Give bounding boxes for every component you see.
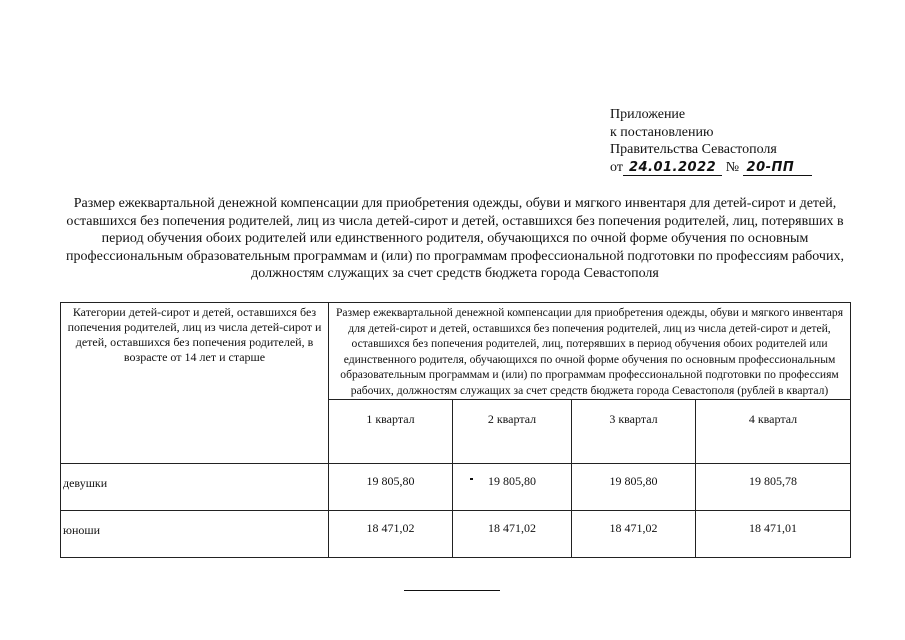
header-quarter-4: 4 квартал (696, 400, 851, 464)
cell-value: 19 805,80 (572, 464, 696, 511)
annex-header (610, 106, 812, 176)
header-size: Размер ежеквартальной денежной компенсации для приобретения одежды, обуви и мягкого инвентаря для детей-сирот и детей, оставшихся без попечения родителей, лиц из числа детей-сирот и детей, оставшихся без попечения родителей, лиц, потерявших в период обучения обоих родителей или единственного родителя, обучающихся по очной форме обучения по основным профессиональным образовательным программам и (или) по программам профессиональной подготовки по профессиям рабочих, должностям служащих за счет средств бюджета города Севастополя (рублей в квартал) (329, 303, 851, 400)
table-header-row (61, 303, 851, 400)
compensation-table (60, 302, 851, 558)
document-title: Размер ежеквартальной денежной компенсации для приобретения одежды, обуви и мягкого инвентаря для детей-сирот и детей, оставшихся без попечения родителей, лиц из числа детей-сирот и детей, оставшихся без попечения родителей, лиц, потерявших в период обучения обоих родителей или единственного родителя, обучающихся по очной форме обучения по основным профессиональным образовательным программам и (или) по программам профессиональной подготовки по профессиям рабочих, должностям служащих за счет средств бюджета города Севастополя (66, 196, 844, 282)
date-value: 24.01.2022 (623, 161, 722, 176)
cell-value: 18 471,02 (453, 511, 572, 558)
header-quarter-3: 3 квартал (572, 400, 696, 464)
date-prefix: от (610, 159, 623, 175)
annex-line-1: Приложение (610, 107, 686, 122)
header-quarter-2: 2 квартал (453, 400, 572, 464)
header-category: Категории детей-сирот и детей, оставшихся без попечения родителей, лиц из числа детей-сирот и детей, оставшихся без попечения родителей, в возрасте от 14 лет и старше (61, 303, 329, 464)
closing-rule (404, 590, 500, 591)
cell-value: 18 471,01 (696, 511, 851, 558)
annex-date-line (610, 159, 812, 177)
table-row (61, 511, 851, 558)
scan-mark (470, 478, 473, 480)
cell-value: 19 805,80 (453, 464, 572, 511)
cell-value: 19 805,80 (329, 464, 453, 511)
annex-line-3: Правительства Севастополя (610, 142, 777, 157)
row-category-girls: девушки (61, 464, 329, 511)
cell-value: 18 471,02 (329, 511, 453, 558)
row-category-boys: юноши (61, 511, 329, 558)
cell-value: 18 471,02 (572, 511, 696, 558)
header-quarter-1: 1 квартал (329, 400, 453, 464)
number-value: 20-ПП (743, 161, 813, 176)
number-prefix: № (725, 159, 740, 175)
annex-line-2: к постановлению (610, 124, 714, 140)
table-row (61, 464, 851, 511)
cell-value: 19 805,78 (696, 464, 851, 511)
